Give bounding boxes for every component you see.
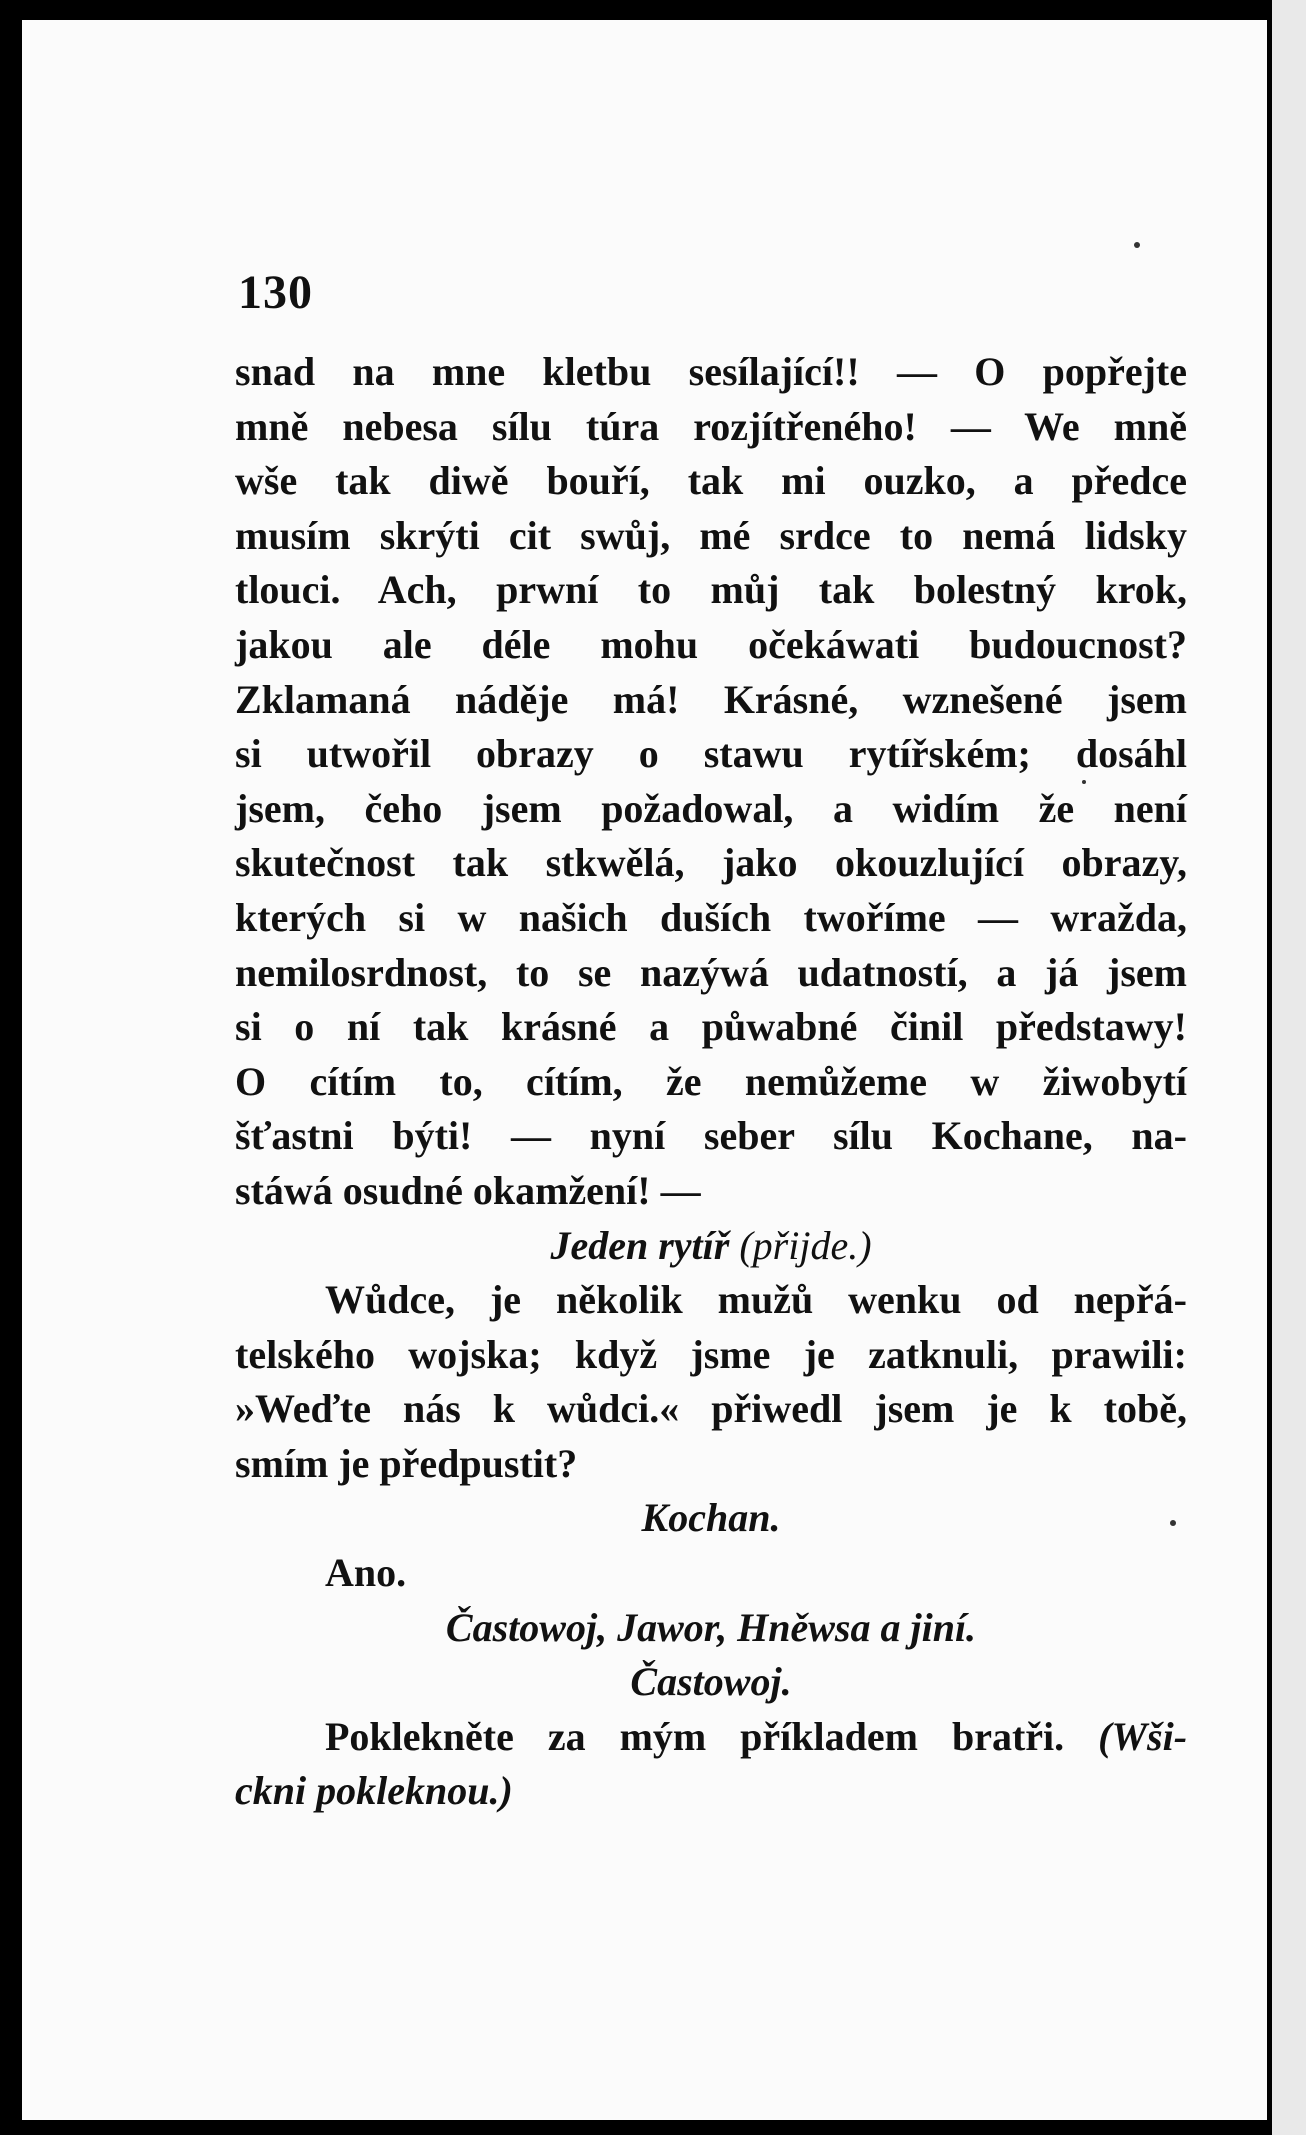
text-line: tlouci. Ach, prwní to můj tak bolestný krok, (235, 567, 1187, 613)
text-line: jakou ale déle mohu očekáwati budoucnost? (235, 621, 1187, 667)
speck (1134, 242, 1140, 248)
speaker-name: Jeden rytíř (550, 1222, 730, 1268)
speech-line: smím je předpustit? (235, 1440, 578, 1486)
speaker-heading: Častowoj. (630, 1659, 792, 1705)
speaker-heading: Kochan. (641, 1495, 781, 1541)
text-line: O cítím to, cítím, že nemůžeme w žiwobytí (235, 1058, 1187, 1104)
speaker-heading (235, 1219, 1187, 1274)
text-line: si o ní tak krásné a půwabné činil předstawy! (235, 1004, 1187, 1050)
page-text (235, 345, 1187, 1819)
speech-line: »Weďte nás k wůdci.« přiwedl jsem je k tobě, (235, 1386, 1187, 1432)
text-line: nemilosrdnost, to se nazýwá udatností, a já jsem (235, 949, 1187, 995)
text-line: Zklamaná náděje má! Krásné, wznešené jsem (235, 676, 1187, 722)
speech-text: Poklekněte za mým příkladem bratři. (325, 1713, 1065, 1759)
text-line: skutečnost tak stkwělá, jako okouzlující obrazy, (235, 840, 1187, 886)
text-line: stáwá osudné okamžení! — (235, 1167, 701, 1213)
page-number: 130 (238, 266, 313, 319)
speech-line (235, 1710, 1187, 1765)
text-line: šťastni býti! — nyní seber sílu Kochane, na- (235, 1113, 1187, 1159)
text-line: kterých si w našich duších twoříme — wražda, (235, 894, 1187, 940)
speaker-heading: Častowoj, Jawor, Hněwsa a jiní. (445, 1604, 977, 1650)
stage-direction: (Wši- (1098, 1713, 1188, 1759)
text-line: wše tak diwě bouří, tak mi ouzko, a předce (235, 458, 1187, 504)
text-line: snad na mne kletbu sesílající!! — O popřejte (235, 349, 1187, 394)
book-page (22, 20, 1267, 2120)
text-line: musím skrýti cit swůj, mé srdce to nemá lidsky (235, 512, 1187, 558)
stage-direction: (přijde.) (739, 1222, 872, 1268)
stage-direction: ckni pokleknou.) (235, 1768, 513, 1814)
text-line: mně nebesa sílu túra rozjítřeného! — We mně (235, 403, 1187, 449)
text-line: si utwořil obrazy o stawu rytířském; dosáhl (235, 731, 1187, 777)
page-edge (1272, 0, 1306, 2135)
text-line: jsem, čeho jsem požadowal, a widím že není (235, 785, 1187, 831)
speck (1082, 780, 1086, 784)
speech-line: Ano. (325, 1550, 407, 1596)
speech-line: telského wojska; když jsme je zatknuli, prawili: (235, 1331, 1187, 1377)
speck (1170, 1520, 1176, 1526)
speech-line: Wůdce, je několik mužů wenku od nepřá- (325, 1277, 1187, 1323)
